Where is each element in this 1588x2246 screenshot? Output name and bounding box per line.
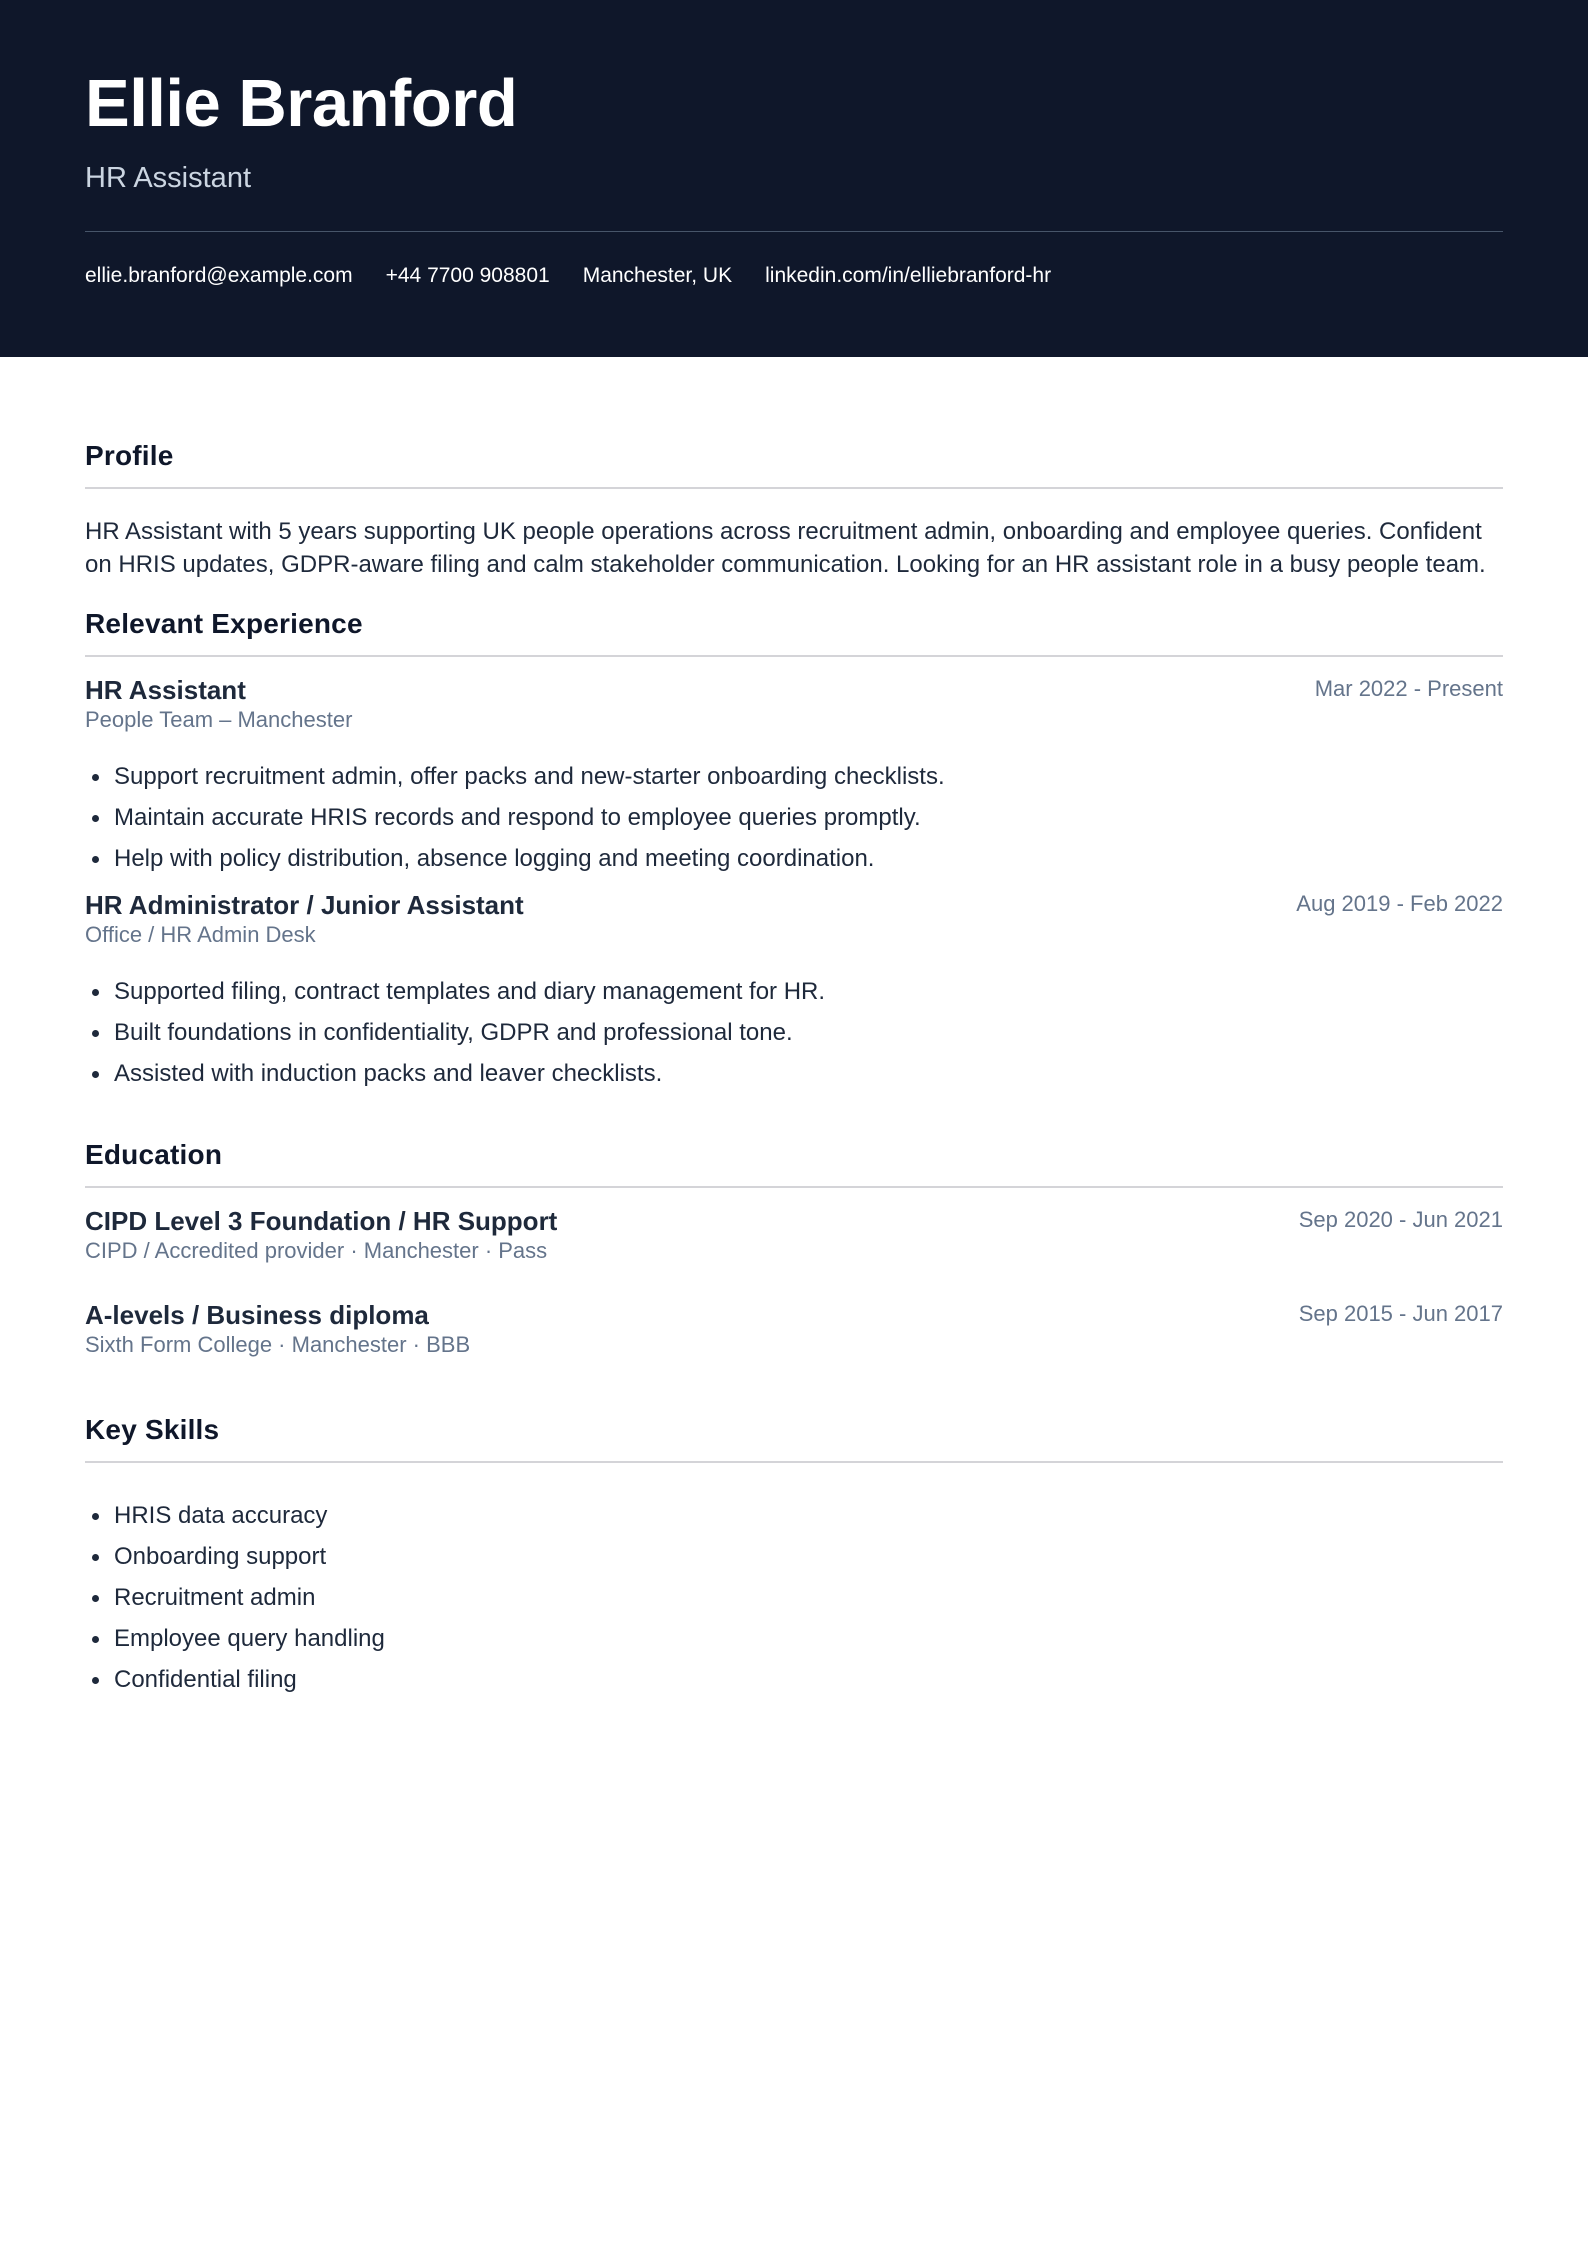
section-divider: [85, 1186, 1503, 1188]
education-section: [85, 1138, 1503, 1359]
education-entry: [85, 1299, 1503, 1359]
candidate-title: HR Assistant: [85, 162, 251, 194]
section-divider: [85, 1461, 1503, 1463]
contact-email[interactable]: ellie.branford@example.com: [85, 264, 353, 287]
skills-list: [85, 1495, 1503, 1700]
education-heading: Education: [85, 1139, 223, 1170]
job-title: HR Administrator / Junior Assistant: [85, 890, 524, 920]
header-divider: [85, 231, 1503, 232]
experience-entry: [85, 889, 1503, 1094]
resume-header: [0, 0, 1588, 357]
candidate-name: Ellie Branford: [85, 66, 518, 141]
skills-heading: Key Skills: [85, 1414, 220, 1445]
section-divider: [85, 487, 1503, 489]
qualification-title: A-levels / Business diploma: [85, 1300, 429, 1330]
contact-row: [85, 263, 1503, 289]
job-dates: Mar 2022 - Present: [1314, 676, 1503, 701]
job-organisation: Office / HR Admin Desk: [85, 922, 316, 947]
job-bullets: [85, 971, 1503, 1094]
experience-section: [85, 607, 1503, 1094]
profile-section: [85, 439, 1503, 581]
profile-summary: HR Assistant with 5 years supporting UK people operations across recruitment admin, onboarding and employee queries. Confident on HRIS updates, GDPR-aware filing and calm stakeholder communication. Looking for an HR assistant role in a busy people team.: [85, 518, 1486, 578]
skill-item: Confidential filing: [114, 1659, 1503, 1700]
contact-phone[interactable]: +44 7700 908801: [385, 264, 550, 287]
job-bullet: Maintain accurate HRIS records and respond to employee queries promptly.: [114, 797, 1503, 838]
job-dates: Aug 2019 - Feb 2022: [1296, 891, 1503, 916]
contact-linkedin[interactable]: linkedin.com/in/elliebranford-hr: [765, 264, 1052, 287]
skills-section: [85, 1413, 1503, 1700]
job-organisation: People Team – Manchester: [85, 707, 353, 732]
skill-item: HRIS data accuracy: [114, 1495, 1503, 1536]
qualification-dates: Sep 2020 - Jun 2021: [1298, 1207, 1503, 1232]
profile-heading: Profile: [85, 440, 174, 471]
skill-item: Employee query handling: [114, 1618, 1503, 1659]
job-bullets: [85, 756, 1503, 879]
experience-heading: Relevant Experience: [85, 608, 363, 639]
job-bullet: Help with policy distribution, absence logging and meeting coordination.: [114, 838, 1503, 879]
experience-entry: [85, 674, 1503, 879]
qualification-detail: Sixth Form College · Manchester · BBB: [85, 1332, 471, 1357]
job-bullet: Support recruitment admin, offer packs and new-starter onboarding checklists.: [114, 756, 1503, 797]
job-bullet: Supported filing, contract templates and diary management for HR.: [114, 971, 1503, 1012]
job-title: HR Assistant: [85, 675, 246, 705]
education-entry: [85, 1205, 1503, 1265]
job-bullet: Assisted with induction packs and leaver checklists.: [114, 1053, 1503, 1094]
skill-item: Recruitment admin: [114, 1577, 1503, 1618]
section-divider: [85, 655, 1503, 657]
skill-item: Onboarding support: [114, 1536, 1503, 1577]
qualification-title: CIPD Level 3 Foundation / HR Support: [85, 1206, 558, 1236]
contact-location: Manchester, UK: [582, 264, 733, 287]
qualification-dates: Sep 2015 - Jun 2017: [1298, 1301, 1503, 1326]
resume-body: [0, 357, 1588, 1700]
job-bullet: Built foundations in confidentiality, GDPR and professional tone.: [114, 1012, 1503, 1053]
qualification-detail: CIPD / Accredited provider · Manchester · Pass: [85, 1238, 548, 1263]
